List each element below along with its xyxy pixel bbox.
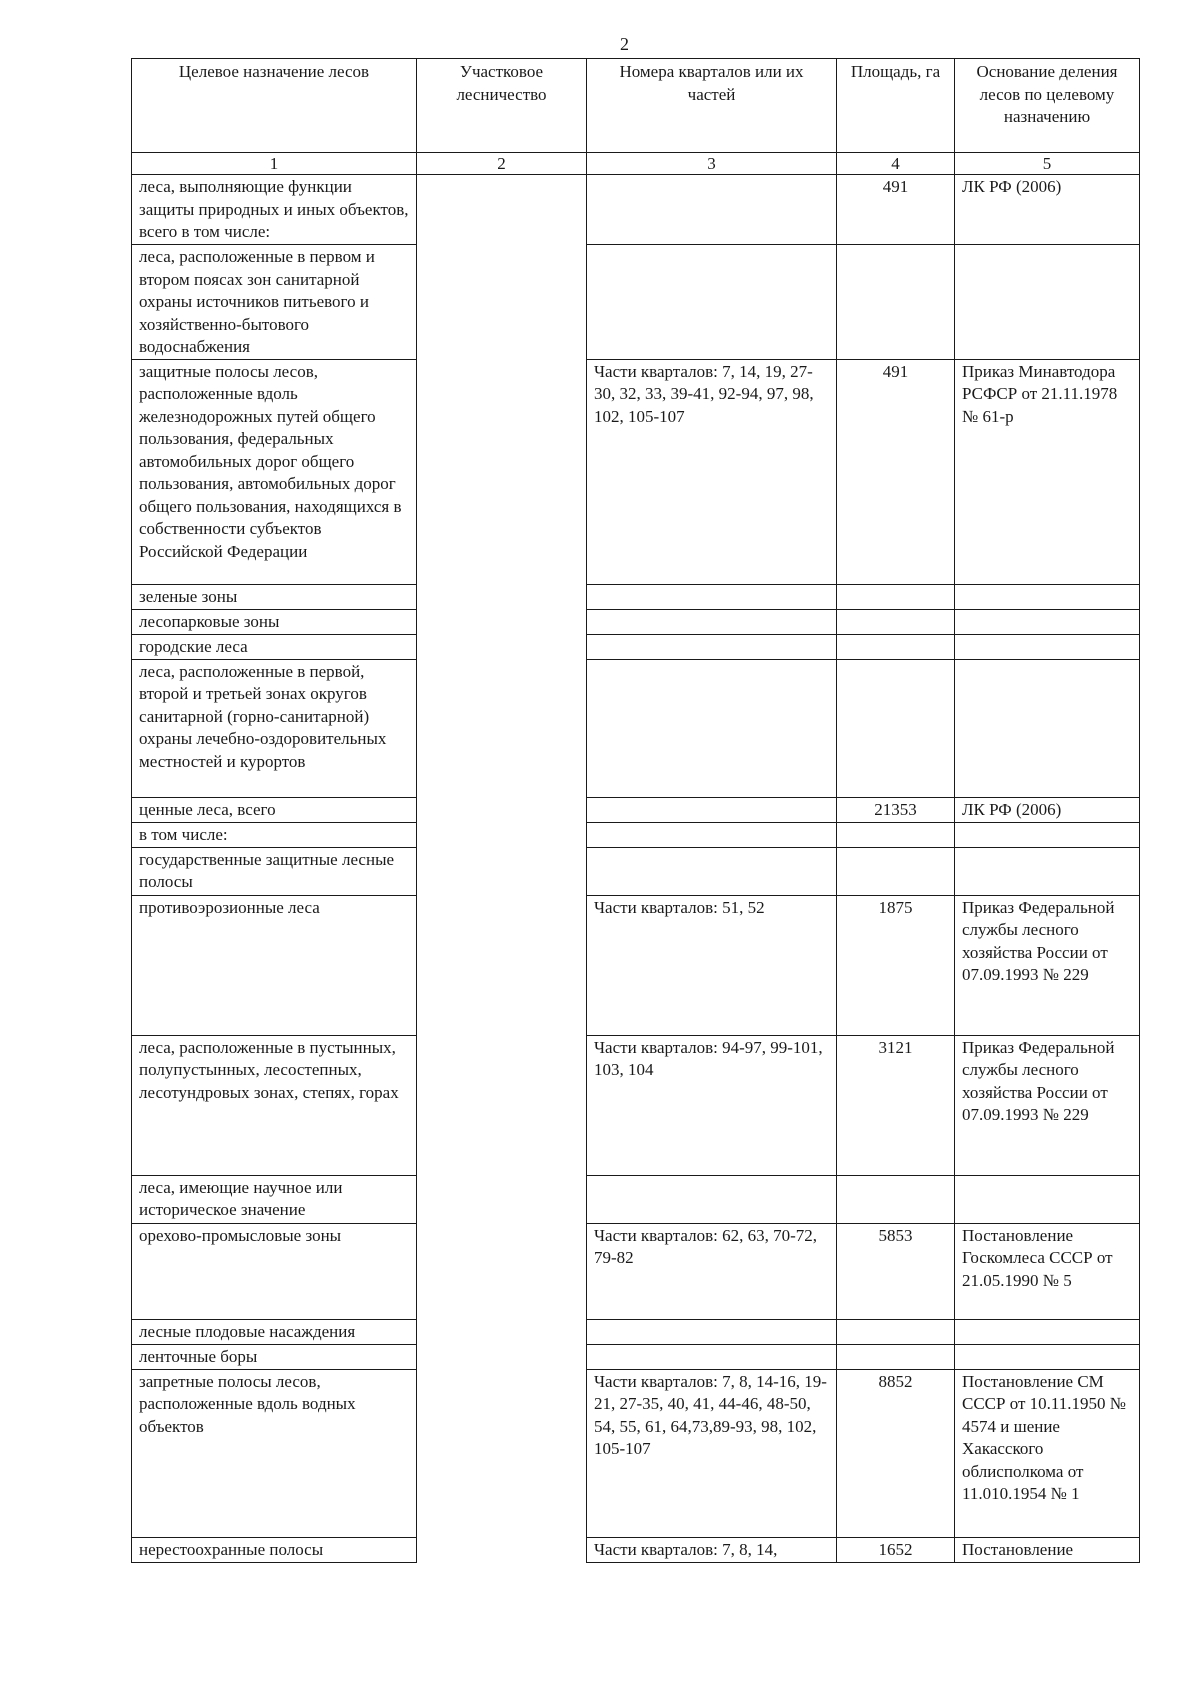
header-forestry: Участковое лесничество	[417, 59, 587, 153]
table-row	[132, 1223, 1140, 1319]
basis-cell	[955, 609, 1140, 634]
basis-cell: Постановление	[955, 1537, 1140, 1562]
forestry-cell	[417, 1175, 587, 1223]
table-row	[132, 797, 1140, 822]
area-cell	[837, 584, 955, 609]
table-row	[132, 245, 1140, 360]
area-cell	[837, 1319, 955, 1344]
table-row	[132, 1537, 1140, 1562]
basis-cell	[955, 847, 1140, 895]
quarters-cell	[587, 584, 837, 609]
purpose-cell: городские леса	[132, 634, 417, 659]
column-number: 3	[587, 153, 837, 175]
area-cell: 21353	[837, 797, 955, 822]
quarters-cell	[587, 659, 837, 797]
purpose-cell: нерестоохранные полосы	[132, 1537, 417, 1562]
basis-cell: Приказ Федеральной службы лесного хозяйства России от 07.09.1993 № 229	[955, 895, 1140, 1035]
forestry-cell	[417, 1223, 587, 1319]
purpose-cell: в том числе:	[132, 822, 417, 847]
basis-cell	[955, 584, 1140, 609]
table-row	[132, 659, 1140, 797]
forestry-cell	[417, 609, 587, 634]
forestry-cell	[417, 822, 587, 847]
column-number: 5	[955, 153, 1140, 175]
area-cell	[837, 847, 955, 895]
header-area: Площадь, га	[837, 59, 955, 153]
purpose-cell: леса, выполняющие функции защиты природных и иных объектов, всего в том числе:	[132, 175, 417, 245]
forestry-cell	[417, 659, 587, 797]
forestry-cell	[417, 1369, 587, 1537]
column-number: 1	[132, 153, 417, 175]
table-row	[132, 1035, 1140, 1175]
table-row	[132, 634, 1140, 659]
basis-cell	[955, 1175, 1140, 1223]
purpose-cell: лесные плодовые насаждения	[132, 1319, 417, 1344]
purpose-cell: леса, расположенные в пустынных, полупустынных, лесостепных, лесотундровых зонах, степях, горах	[132, 1035, 417, 1175]
purpose-cell: леса, имеющие научное или историческое значение	[132, 1175, 417, 1223]
quarters-cell: Части кварталов: 51, 52	[587, 895, 837, 1035]
area-cell	[837, 245, 955, 360]
purpose-cell: государственные защитные лесные полосы	[132, 847, 417, 895]
area-cell	[837, 634, 955, 659]
area-cell: 3121	[837, 1035, 955, 1175]
area-cell	[837, 609, 955, 634]
quarters-cell	[587, 175, 837, 245]
purpose-cell: ценные леса, всего	[132, 797, 417, 822]
forestry-cell	[417, 797, 587, 822]
purpose-cell: леса, расположенные в первой, второй и третьей зонах округов санитарной (горно-санитарной) охраны лечебно-оздоровительных местностей и курортов	[132, 659, 417, 797]
forestry-cell	[417, 584, 587, 609]
quarters-cell	[587, 822, 837, 847]
quarters-cell	[587, 634, 837, 659]
table-row	[132, 609, 1140, 634]
area-cell: 1875	[837, 895, 955, 1035]
quarters-cell	[587, 1175, 837, 1223]
purpose-cell: ленточные боры	[132, 1344, 417, 1369]
basis-cell	[955, 1319, 1140, 1344]
forestry-cell	[417, 1537, 587, 1562]
table-row	[132, 822, 1140, 847]
basis-cell	[955, 822, 1140, 847]
quarters-cell	[587, 847, 837, 895]
table-row	[132, 359, 1140, 584]
basis-cell	[955, 659, 1140, 797]
area-cell	[837, 659, 955, 797]
table-row	[132, 847, 1140, 895]
quarters-cell	[587, 797, 837, 822]
header-row	[132, 59, 1140, 153]
purpose-cell: лесопарковые зоны	[132, 609, 417, 634]
forestry-cell	[417, 895, 587, 1035]
purpose-cell: запретные полосы лесов, расположенные вдоль водных объектов	[132, 1369, 417, 1537]
column-number: 4	[837, 153, 955, 175]
area-cell: 5853	[837, 1223, 955, 1319]
area-cell	[837, 1344, 955, 1369]
table-row	[132, 1319, 1140, 1344]
column-number: 2	[417, 153, 587, 175]
basis-cell: Приказ Минавтодора РСФСР от 21.11.1978 № 61-р	[955, 359, 1140, 584]
basis-cell	[955, 245, 1140, 360]
table-row	[132, 175, 1140, 245]
forest-purpose-table	[131, 58, 1140, 1563]
column-number-row	[132, 153, 1140, 175]
forestry-cell	[417, 359, 587, 584]
area-cell: 491	[837, 175, 955, 245]
forestry-cell	[417, 1319, 587, 1344]
page-number: 2	[620, 34, 629, 54]
area-cell: 491	[837, 359, 955, 584]
area-cell	[837, 822, 955, 847]
table-row	[132, 584, 1140, 609]
quarters-cell	[587, 245, 837, 360]
header-basis: Основание деления лесов по целевому назначению	[955, 59, 1140, 153]
forestry-cell	[417, 634, 587, 659]
basis-cell: ЛК РФ (2006)	[955, 175, 1140, 245]
forestry-cell	[417, 1035, 587, 1175]
area-cell: 1652	[837, 1537, 955, 1562]
quarters-cell: Части кварталов: 94-97, 99-101, 103, 104	[587, 1035, 837, 1175]
forestry-cell	[417, 1344, 587, 1369]
quarters-cell: Части кварталов: 7, 14, 19, 27-30, 32, 33, 39-41, 92-94, 97, 98, 102, 105-107	[587, 359, 837, 584]
basis-cell	[955, 634, 1140, 659]
basis-cell: Приказ Федеральной службы лесного хозяйства России от 07.09.1993 № 229	[955, 1035, 1140, 1175]
forestry-cell	[417, 847, 587, 895]
forestry-cell	[417, 245, 587, 360]
quarters-cell	[587, 1344, 837, 1369]
header-quarters: Номера кварталов или их частей	[587, 59, 837, 153]
basis-cell: Постановление СМ СССР от 10.11.1950 № 4574 и шение Хакасского облисполкома от 11.010.1954 № 1	[955, 1369, 1140, 1537]
header-purpose: Целевое назначение лесов	[132, 59, 417, 153]
table-row	[132, 1344, 1140, 1369]
quarters-cell	[587, 609, 837, 634]
basis-cell	[955, 1344, 1140, 1369]
area-cell	[837, 1175, 955, 1223]
quarters-cell: Части кварталов: 7, 8, 14,	[587, 1537, 837, 1562]
basis-cell: ЛК РФ (2006)	[955, 797, 1140, 822]
purpose-cell: орехово-промысловые зоны	[132, 1223, 417, 1319]
purpose-cell: зеленые зоны	[132, 584, 417, 609]
purpose-cell: противоэрозионные леса	[132, 895, 417, 1035]
quarters-cell	[587, 1319, 837, 1344]
quarters-cell: Части кварталов: 7, 8, 14-16, 19-21, 27-35, 40, 41, 44-46, 48-50, 54, 55, 61, 64,73,89-93, 98, 102, 105-107	[587, 1369, 837, 1537]
purpose-cell: защитные полосы лесов, расположенные вдоль железнодорожных путей общего пользования, федеральных автомобильных дорог общего пользования, автомобильных дорог общего пользования, находящихся в собственности субъектов Российской Федерации	[132, 359, 417, 584]
quarters-cell: Части кварталов: 62, 63, 70-72, 79-82	[587, 1223, 837, 1319]
purpose-cell: леса, расположенные в первом и втором поясах зон санитарной охраны источников питьевого и хозяйственно-бытового водоснабжения	[132, 245, 417, 360]
basis-cell: Постановление Госкомлеса СССР от 21.05.1990 № 5	[955, 1223, 1140, 1319]
table-row	[132, 895, 1140, 1035]
table-row	[132, 1369, 1140, 1537]
table-row	[132, 1175, 1140, 1223]
forestry-cell	[417, 175, 587, 245]
area-cell: 8852	[837, 1369, 955, 1537]
